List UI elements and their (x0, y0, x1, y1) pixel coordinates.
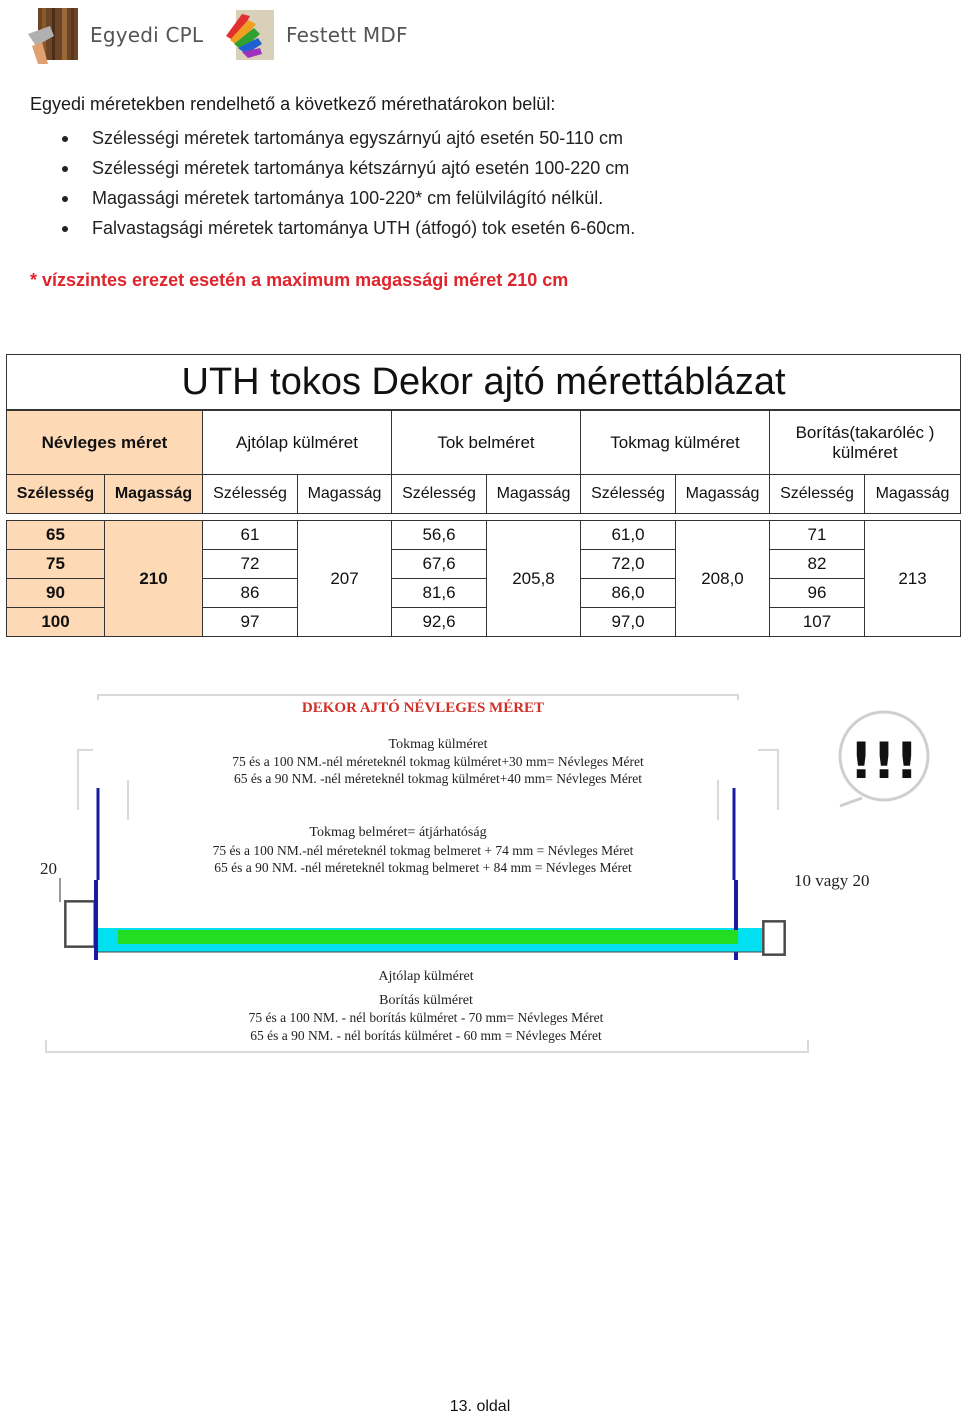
cell: 67,6 (392, 550, 487, 579)
group-frame-core: Tokmag külméret (581, 410, 770, 475)
col-width: Szélesség (770, 475, 865, 514)
exclamation-icon: !!! (849, 732, 919, 790)
cell: 97 (203, 608, 298, 637)
col-height: Magasság (487, 475, 581, 514)
cell: 61 (203, 521, 298, 550)
group-frame-inner: Tok belméret (392, 410, 581, 475)
table-title: UTH tokos Dekor ajtó mérettáblázat (7, 355, 961, 411)
warning-bubble (832, 708, 940, 808)
cell: 90 (7, 579, 105, 608)
ajtolap-label: Ajtólap külméret (378, 969, 474, 984)
cell: 72,0 (581, 550, 676, 579)
cell: 71 (770, 521, 865, 550)
col-height: Magasság (865, 475, 961, 514)
cell: 75 (7, 550, 105, 579)
cell: 92,6 (392, 608, 487, 637)
cell: 107 (770, 608, 865, 637)
diagram-title: DEKOR AJTÓ NÉVLEGES MÉRET (301, 700, 545, 716)
cell: 207 (298, 521, 392, 637)
cell: 65 (7, 521, 105, 550)
cell: 72 (203, 550, 298, 579)
label-10-20: 10 vagy 20 (794, 871, 870, 890)
list-item: Falvastagsági méretek tartománya UTH (átfogó) tok esetén 6-60cm. (62, 213, 635, 243)
boritas-line: 75 és a 100 NM. - nél borítás külméret - 70 mm= Névleges Méret (248, 1010, 604, 1025)
group-nominal: Névleges méret (7, 410, 203, 475)
mdf-logo-text: Festett MDF (286, 23, 408, 47)
door-diagram (38, 690, 870, 1055)
cell: 86 (203, 579, 298, 608)
belmeret-line: 65 és a 90 NM. -nél méreteknél tokmag belmeret + 84 mm = Névleges Méret (214, 860, 632, 875)
boritas-line: 65 és a 90 NM. - nél borítás külméret - 60 mm = Névleges Méret (250, 1028, 602, 1043)
cell: 81,6 (392, 579, 487, 608)
col-height: Magasság (105, 475, 203, 514)
list-item: Szélességi méretek tartománya kétszárnyú ajtó esetén 100-220 cm (62, 153, 635, 183)
cell: 210 (105, 521, 203, 637)
header (28, 6, 448, 66)
list-item: Magassági méretek tartománya 100-220* cm felülvilágító nélkül. (62, 183, 635, 213)
cpl-logo-icon (28, 6, 80, 64)
col-height: Magasság (298, 475, 392, 514)
mdf-logo-icon (222, 6, 276, 64)
cell: 97,0 (581, 608, 676, 637)
cell: 205,8 (487, 521, 581, 637)
list-item: Szélességi méretek tartománya egyszárnyú ajtó esetén 50-110 cm (62, 123, 635, 153)
logo-cpl (28, 6, 203, 64)
group-cover: Borítás(takaróléc ) külméret (770, 410, 961, 475)
cell: 208,0 (676, 521, 770, 637)
size-table (6, 354, 961, 637)
table-row (7, 521, 961, 550)
tokmag-line: 65 és a 90 NM. -nél méreteknél tokmag külméret+40 mm= Névleges Méret (233, 771, 643, 786)
col-width: Szélesség (203, 475, 298, 514)
tokmag-line: 75 és a 100 NM.-nél méreteknél tokmag külméret+30 mm= Névleges Méret (232, 754, 644, 769)
col-width: Szélesség (581, 475, 676, 514)
cell: 213 (865, 521, 961, 637)
belmeret-title: Tokmag belméret= átjárhatóság (309, 825, 487, 840)
belmeret-line: 75 és a 100 NM.-nél méreteknél tokmag belmeret + 74 mm = Névleges Méret (212, 843, 634, 858)
intro-text: Egyedi méretekben rendelhető a következő mérethatárokon belül: (30, 94, 556, 114)
height-note: * vízszintes erezet esetén a maximum magassági méret 210 cm (30, 270, 569, 290)
cell: 82 (770, 550, 865, 579)
boritas-title: Borítás külméret (379, 993, 473, 1008)
page-number: 13. oldal (449, 1398, 511, 1415)
group-door: Ajtólap külméret (203, 410, 392, 475)
cpl-logo-text: Egyedi CPL (90, 23, 204, 47)
cell: 100 (7, 608, 105, 637)
col-width: Szélesség (7, 475, 105, 514)
cell: 61,0 (581, 521, 676, 550)
cell: 96 (770, 579, 865, 608)
cell: 56,6 (392, 521, 487, 550)
limits-list (62, 123, 635, 243)
col-width: Szélesség (392, 475, 487, 514)
logo-mdf (222, 6, 408, 64)
col-height: Magasság (676, 475, 770, 514)
tokmag-title: Tokmag külméret (388, 737, 488, 752)
cell: 86,0 (581, 579, 676, 608)
label-20: 20 (40, 859, 57, 878)
